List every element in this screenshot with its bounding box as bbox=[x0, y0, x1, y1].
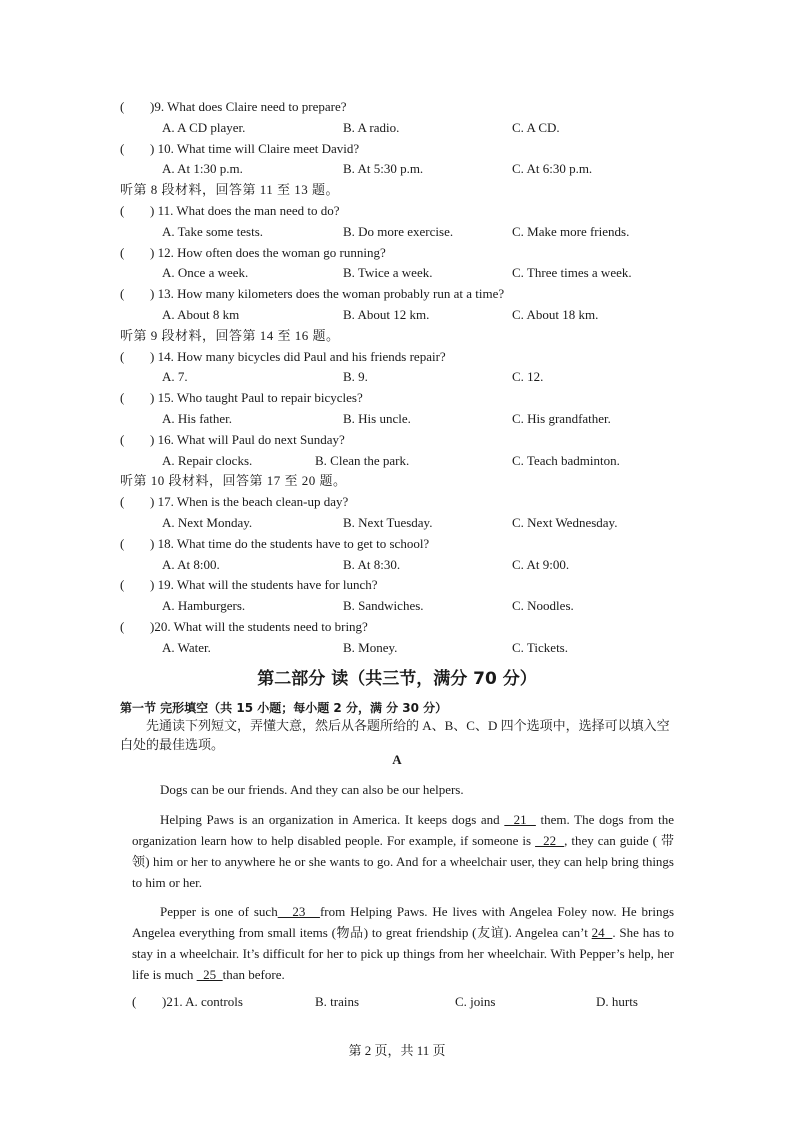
blank-25[interactable]: 25 bbox=[196, 967, 223, 982]
blank-21[interactable]: 21 bbox=[504, 812, 536, 827]
question-13 bbox=[120, 284, 680, 305]
option-c: C. Tickets. bbox=[512, 639, 568, 655]
question-12 bbox=[120, 243, 680, 264]
option-b: B. A radio. bbox=[343, 119, 400, 135]
options-13 bbox=[120, 305, 680, 326]
options-9 bbox=[120, 118, 680, 139]
options-12 bbox=[120, 263, 680, 284]
answer-paren[interactable]: ( bbox=[120, 348, 125, 364]
question-text: ) 12. How often does the woman go running? bbox=[150, 244, 386, 260]
option-b: B. His uncle. bbox=[343, 410, 411, 426]
question-text: ) 14. How many bicycles did Paul and his friends repair? bbox=[150, 348, 446, 364]
option-c: C. 12. bbox=[512, 369, 544, 385]
answer-paren[interactable]: ( bbox=[120, 140, 125, 156]
paragraph-text: , they can guide ( 带领) him or her to anywhere he or she wants to go. And for a wheelchair user, they can help bring things to him or her. bbox=[132, 833, 675, 890]
question-text: ) 10. What time will Claire meet David? bbox=[150, 140, 360, 156]
option-a: A. A CD player. bbox=[162, 119, 246, 135]
question-19 bbox=[120, 575, 680, 596]
question-17 bbox=[120, 492, 680, 513]
options-10 bbox=[120, 159, 680, 180]
option-c: C. About 18 km. bbox=[512, 306, 599, 322]
option-c: C. joins bbox=[455, 994, 496, 1009]
option-a: A. At 1:30 p.m. bbox=[162, 161, 243, 177]
options-20 bbox=[120, 638, 680, 659]
paragraph-text: them. The dogs from the organization learn how to help disabled people. For example, if someone is bbox=[132, 812, 675, 848]
options-16 bbox=[120, 451, 680, 472]
question-text: ) 15. Who taught Paul to repair bicycles? bbox=[150, 390, 363, 406]
options-14 bbox=[120, 367, 680, 388]
option-c: C. At 6:30 p.m. bbox=[512, 161, 593, 177]
options-18 bbox=[120, 555, 680, 576]
option-c: C. Teach badminton. bbox=[512, 452, 620, 468]
options-11 bbox=[120, 222, 680, 243]
option-b: B. Next Tuesday. bbox=[343, 514, 433, 530]
answer-paren[interactable]: ( bbox=[120, 202, 125, 218]
part-two-title: 第二部分 读（共三节，满分 70 分） bbox=[257, 669, 537, 689]
option-a: A. Hamburgers. bbox=[162, 598, 246, 614]
question-18 bbox=[120, 534, 680, 555]
passage-label: A bbox=[392, 752, 402, 767]
option-d: D. hurts bbox=[596, 994, 638, 1009]
section-9-note: 听第 9 段材料，回答第 14 至 16 题。 bbox=[120, 327, 340, 343]
question-text: )21. A. controls bbox=[162, 994, 243, 1009]
instructions: 先通读下列短文，弄懂大意，然后从各题所给的 A、B、C、D 四个选项中，选择可以填入空白处的最佳选项。 bbox=[120, 718, 670, 752]
answer-paren[interactable]: ( bbox=[120, 390, 125, 406]
question-15 bbox=[120, 388, 680, 409]
option-a: A. Next Monday. bbox=[162, 514, 253, 530]
blank-24[interactable]: 24 bbox=[591, 925, 613, 940]
question-9 bbox=[120, 97, 680, 118]
question-10 bbox=[120, 139, 680, 160]
question-text: ) 17. When is the beach clean-up day? bbox=[150, 494, 349, 510]
question-text: ) 16. What will Paul do next Sunday? bbox=[150, 431, 345, 447]
option-b: B. trains bbox=[315, 994, 360, 1009]
option-a: A. Repair clocks. bbox=[162, 452, 253, 468]
answer-paren[interactable]: ( bbox=[120, 244, 125, 260]
answer-paren[interactable]: ( bbox=[120, 535, 125, 551]
option-b: B. Twice a week. bbox=[343, 265, 433, 281]
question-group-top bbox=[120, 97, 680, 659]
question-text: ) 13. How many kilometers does the woman probably run at a time? bbox=[150, 286, 505, 302]
option-c: C. A CD. bbox=[512, 119, 560, 135]
option-b: B. Do more exercise. bbox=[343, 223, 454, 239]
option-c: C. Noodles. bbox=[512, 598, 574, 614]
paragraph-text: from Helping Paws. He lives with Angelea Foley now. He brings Angelea everything from small items (物品) to great friendship (友谊). Angelea can’t bbox=[132, 904, 675, 940]
question-11 bbox=[120, 201, 680, 222]
question-16 bbox=[120, 430, 680, 451]
paragraph-3 bbox=[132, 901, 674, 985]
question-21 bbox=[132, 994, 692, 1014]
paragraph-1: Dogs can be our friends. And they can also be our helpers. bbox=[160, 782, 464, 797]
answer-paren[interactable]: ( bbox=[120, 431, 125, 447]
answer-paren[interactable]: ( bbox=[132, 994, 137, 1009]
question-text: ) 18. What time do the students have to get to school? bbox=[150, 535, 430, 551]
page-footer: 第 2 页，共 11 页 bbox=[348, 1043, 446, 1058]
option-a: A. About 8 km bbox=[162, 306, 240, 322]
option-c: C. Next Wednesday. bbox=[512, 514, 618, 530]
option-c: C. His grandfather. bbox=[512, 410, 611, 426]
paragraph-2 bbox=[132, 809, 674, 893]
options-19 bbox=[120, 596, 680, 617]
option-c: C. Make more friends. bbox=[512, 223, 630, 239]
option-b: B. At 8:30. bbox=[343, 556, 401, 572]
section-10-note: 听第 10 段材料，回答第 17 至 20 题。 bbox=[120, 473, 347, 489]
options-15 bbox=[120, 409, 680, 430]
answer-paren[interactable]: ( bbox=[120, 494, 125, 510]
option-a: A. Once a week. bbox=[162, 265, 249, 281]
option-a: A. His father. bbox=[162, 410, 233, 426]
option-b: B. Clean the park. bbox=[315, 452, 410, 468]
option-a: A. At 8:00. bbox=[162, 556, 220, 572]
question-20 bbox=[120, 617, 680, 638]
option-b: B. Sandwiches. bbox=[343, 598, 424, 614]
question-text: )9. What does Claire need to prepare? bbox=[150, 99, 347, 114]
answer-paren[interactable]: ( bbox=[120, 618, 125, 634]
option-b: B. 9. bbox=[343, 369, 368, 385]
paragraph-text: Helping Paws is an organization in America. It keeps dogs and bbox=[160, 812, 505, 827]
section-8-note: 听第 8 段材料，回答第 11 至 13 题。 bbox=[120, 182, 340, 198]
answer-paren[interactable]: ( bbox=[120, 286, 125, 302]
options-17 bbox=[120, 513, 680, 534]
option-a: A. Water. bbox=[162, 639, 211, 655]
blank-22[interactable]: 22 bbox=[535, 833, 565, 848]
option-c: C. At 9:00. bbox=[512, 556, 570, 572]
option-b: B. About 12 km. bbox=[343, 306, 430, 322]
answer-paren[interactable]: ( bbox=[120, 577, 125, 593]
option-b: B. Money. bbox=[343, 639, 398, 655]
section-one-title: 第一节 完形填空（共 15 小题；每小题 2 分，满 分 30 分） bbox=[120, 701, 448, 715]
question-text: )20. What will the students need to bring? bbox=[150, 618, 368, 634]
question-text: ) 11. What does the man need to do? bbox=[150, 202, 340, 218]
option-b: B. At 5:30 p.m. bbox=[343, 161, 424, 177]
option-a: A. Take some tests. bbox=[162, 223, 264, 239]
question-text: ) 19. What will the students have for lunch? bbox=[150, 577, 378, 593]
question-14 bbox=[120, 347, 680, 368]
option-a: A. 7. bbox=[162, 369, 188, 385]
option-c: C. Three times a week. bbox=[512, 265, 632, 281]
paragraph-text: Pepper is one of such bbox=[160, 904, 278, 919]
answer-paren[interactable]: ( bbox=[120, 99, 125, 114]
paragraph-text: than before. bbox=[222, 967, 285, 982]
blank-23[interactable]: 23 bbox=[277, 904, 320, 919]
paragraph-text: . She has to stay in a wheelchair. It’s difficult for her to pick up things from her wheelchair. With Pepper’s help, her life is much bbox=[132, 925, 675, 982]
